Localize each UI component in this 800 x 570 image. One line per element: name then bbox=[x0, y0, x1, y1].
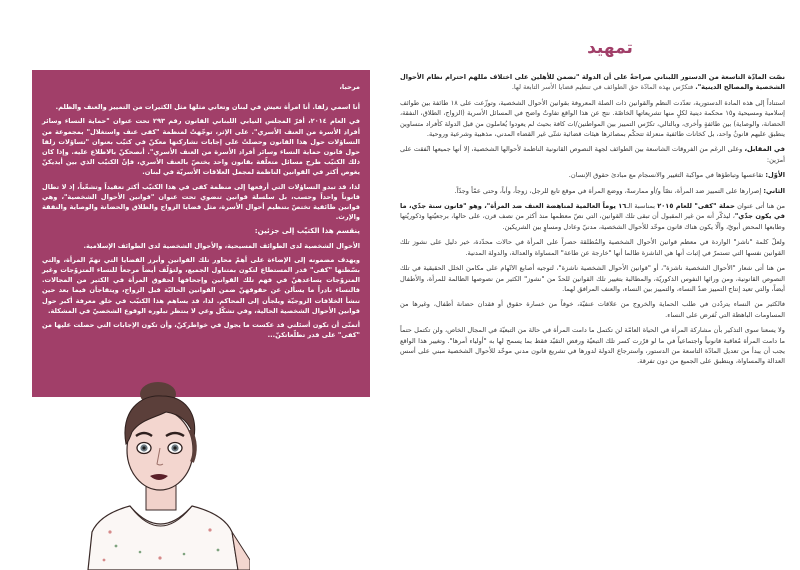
paragraph-6-slogan: ١٦ يوماً العالمية لمناهضة العنف ضد المرأة"، وهو "قانون سنة جدّي، ما في يكون جدّي" bbox=[400, 202, 785, 221]
letter-paragraph-3: لذا، قد تبدو التساؤلات التي أرفعها إلى منظمة كفى في هذا الكتيّب أكثر تعقيداً وتشعّباً، إذ لا تطال قانوناً واحداً وحسب، بل سلسلة قوانين تنضوي تحت عنوان "قوانين الأحوال الشخصية"، وهي قوانين طائفية تختصّ بتنظيم أحوال الأسرة، مثل قضايا الزواج والطلاق والحضانة والوصاية والنفقة والإرث. bbox=[42, 182, 360, 222]
paragraph-7: ولعلّ كلمة "ناشز" الواردة في معظم قوانين الأحوال الشخصية والمُطلقة حصراً على المرأة في حالات محدّدة، خير دليل على نشوز تلك القوانين نفسها التي تستمرّ في إثبات أنها هي الناشزة طالما أنها "خارجة عن طاعة" المساواة والعدالة، والدولة المدنية. bbox=[400, 238, 785, 257]
paragraph-1 bbox=[400, 72, 785, 93]
paragraph-3-bold: في المقابل، bbox=[744, 145, 785, 154]
paragraph-4 bbox=[400, 170, 785, 180]
paragraph-3-rest: وعلى الرغم من الفروقات الشاسعة بين الطوائف لجهة النصوص القانونية الناظمة لأحوالها الشخصية، إلا أنها جميعها اتّفقت على أمرَين: bbox=[400, 145, 785, 164]
paragraph-1-bold: نصّت المادّة التاسعة من الدستور اللبناني صراحةً على أن الدولة "تضمن للأهلين على اختلاف مللهم احترام نظام الأحوال الشخصية والمصالح الدينية". bbox=[400, 73, 785, 92]
letter-paragraph-6: ويهدف مضمونه إلى الإضاءة على أهمّ محاور تلك القوانين وأبرز القضايا التي تهمّ المرأة، والتي بسّطتها "كفى" قدر المستطاع لتكون بمتناول الجميع، ولتؤلّف أيضاً مرجعاً للنساء المتزوّجات وغير المتزوّجات يساعدهنّ في فهم تلك القوانين وإجحافها لحقوق المرأة في الكثير من المجالات. فالنساء نادراً ما يسألن عن حقوقهنّ ضمن القوانين الحاليّة قبل الزواج، ويتفاجأن فيما بعد حين تنشأ الخلافات الزوجيّة ويلجأن إلى المحاكم. لذا، قد يساهم هذا الكتيّب في خلق معرفة أكبر حول قوانين الأحوال الشخصية الحالية، وفي تشكّل وعي لا ينتظر تبلوره الوقوع الشخصيّ في المشكلة. bbox=[42, 255, 360, 315]
paragraph-4-bold: الأوّل: bbox=[765, 171, 785, 180]
letter-paragraph-2: في العام ٢٠١٤، أقرّ المجلس النيابي اللبناني القانون رقم ٢٩٣ تحت عنوان "حماية النساء وسائر أفراد الأسرة من العنف الأسري". على الإثر، توجّهتُ لمنظمة "كفى عنف واستغلال" بمجموعة من التساؤلات حول هذا القانون وحصلتُ على إجابات تشاركتها معكنّ في كتيّب بعنوان "تساؤلات زلفا حول قانون حماية النساء وسائر أفراد الأسرة من العنف الأسري". أنصحكنّ بالاطلاع عليه. وإذا كان ذلك الكتيّب طرح مسائل متعلّقة بقانون واحد يختصّ بالعنف الأسري، فإنّ الكتيّب الذي بين أيديكنّ يغوص أكثر في القوانين الناظمة لمجمل العلاقات الأسريّة في لبنان. bbox=[42, 117, 360, 177]
paragraph-5-rest: إصرارها على التمييز ضد المرأة، نصّاً و/أو ممارسةً، ووضع المرأة في موقع تابع للرجل، زوجاً، وأباً، وحتى عمّاً وجدّاً. bbox=[454, 186, 764, 195]
page-title: تمهيد bbox=[587, 38, 633, 58]
letter-paragraph-1: أنا اسمي زلفا. أنا امرأة تعيش في لبنان وتعاني مثلها مثل الكثيرات من التمييز والعنف والظلم. bbox=[55, 103, 360, 112]
paragraph-6 bbox=[400, 201, 785, 232]
intro-column bbox=[400, 72, 785, 372]
paragraph-5-bold: الثاني: bbox=[763, 186, 785, 195]
paragraph-3 bbox=[400, 144, 785, 165]
paragraph-6-c: بمناسبة الـ bbox=[626, 202, 658, 211]
woman-cartoon-illustration-icon bbox=[80, 382, 250, 570]
paragraph-6-a: من هنا أتى عنوان bbox=[734, 202, 785, 211]
letter-paragraph-7: أتمنّى أن تكون أسئلتي قد عكست ما يجول في خواطركنّ، وأن تكون الإجابات التي حصلت عليها من "كفى" على قدر تطلّعاتكنّ... bbox=[42, 321, 360, 340]
paragraph-8: من هنا أتى شعار "الأحوال الشخصية ناشزة"، أو "قوانين الأحوال الشخصية ناشزة"، لتوجيه أصابع الاتّهام على مكامن الخلل الحقيقية في تلك النصوص القانونية، ومن ورائها النفوس الذكوريّة، والمطالبة بتغيير تلك القوانين للحدّ من "نشوز" الكثير من نصوصها الظالمة للمرأة، والأطفال أيضاً، والتي تعيد إنتاج التمييز ضدّ النساء، والتمييز بين النساء، والعنف المرافق لهما. bbox=[400, 264, 785, 293]
paragraph-9: فالكثير من النساء يتردّدن في طلب الحماية والخروج من علاقات عنفيّة، خوفاً من خسارة حقوق أو فقدان حضانة أطفال، وغيرها من المساومات الباهظة التي تُفرض على النساء. bbox=[400, 300, 785, 319]
paragraph-6-e: ، ليذكّر أنه من غير المقبول أن تبقى تلك القوانين، التي نصّ معظمها منذ أكثر من نصف قرن، على حالها، برجعيّتها وذكوريّتها وطابعها المحض أبويّ، وألّا يكون هناك قانون موحّد للأحوال الشخصية، مدنيّ وعادل ومساوٍ بين الشريكين. bbox=[400, 212, 785, 231]
letter-paragraph-5: الأحوال الشخصية لدى الطوائف المسيحية، والأحوال الشخصية لدى الطوائف الإسلامية. bbox=[83, 241, 360, 250]
paragraph-4-rest: تقاعسها وتباطؤها في مواكبة التغيير والانسجام مع مبادئ حقوق الإنسان. bbox=[568, 171, 766, 180]
paragraph-10: ولا يسعنا سوى التذكير بأن مشاركة المرأة في الحياة العامّة لن تكتمل ما دامت المرأة في حالة من التبعيّة في المجال الخاص، ولن تكتمل حتماً ما دامت المرأة مُعاقبة قانونياً واجتماعياً في ما لو قرّرت كسر تلك التبعيّة ورفض التقيّد فقط بما يسمح لها به "أولياء أمرها". وتغيير هذا الواقع يجب أن يبدأ من تعديل المادّة التاسعة من الدستور، واسترجاع الدولة لدورها في تشريع قانون مدني موحّد للأحوال الشخصية مبني على أسس العدالة والمساواة، وينطبق على الجميع من دون تفرقة. bbox=[400, 326, 785, 366]
paragraph-1-rest: فتكرّس بهذه المادّة حق الطوائف في تنظيم قضايا الأسر التابعة لها. bbox=[511, 83, 696, 92]
paragraph-5 bbox=[400, 186, 785, 196]
letter-box bbox=[32, 70, 370, 397]
letter-greeting: مرحبا، bbox=[339, 83, 360, 91]
paragraph-6-campaign: حملة "كفى" للعام ٢٠١٥ bbox=[657, 202, 735, 211]
paragraph-2: استناداً إلى هذه المادة الدستورية، تعدّدت النظم والقوانين ذات الصلة المعروفة بقوانين الأحوال الشخصية، وتوزّعت على ١٨ طائفة بين طوائف إسلامية ومسيحية و١٥ محكمة دينية لكلٍ منها تشريعاتها الخاصّة. نتج عن هذا الواقع تفاوتٌ واضح في المسائل الأسرية (الزواج، الطلاق، النفقة، الحضانة، والوصاية) بين طائفةٍ وأخرى، وبالتالي، تكرّس التمييز بين المواطنين/ات كافة بحيث لم يعودوا يُعاملون من قبل الدولة كأفراد متساوين ينطبق عليهم قانونٌ واحد، بل كخانات طائفية منعزلة تتحكّم بمصائرها هيئات قضائية شتّى غير القضاء المدني، مذهبية وشرعية وروحية. bbox=[400, 98, 786, 139]
letter-paragraph-4: ينقسم هذا الكتيّب إلى جزئين: bbox=[254, 226, 360, 236]
